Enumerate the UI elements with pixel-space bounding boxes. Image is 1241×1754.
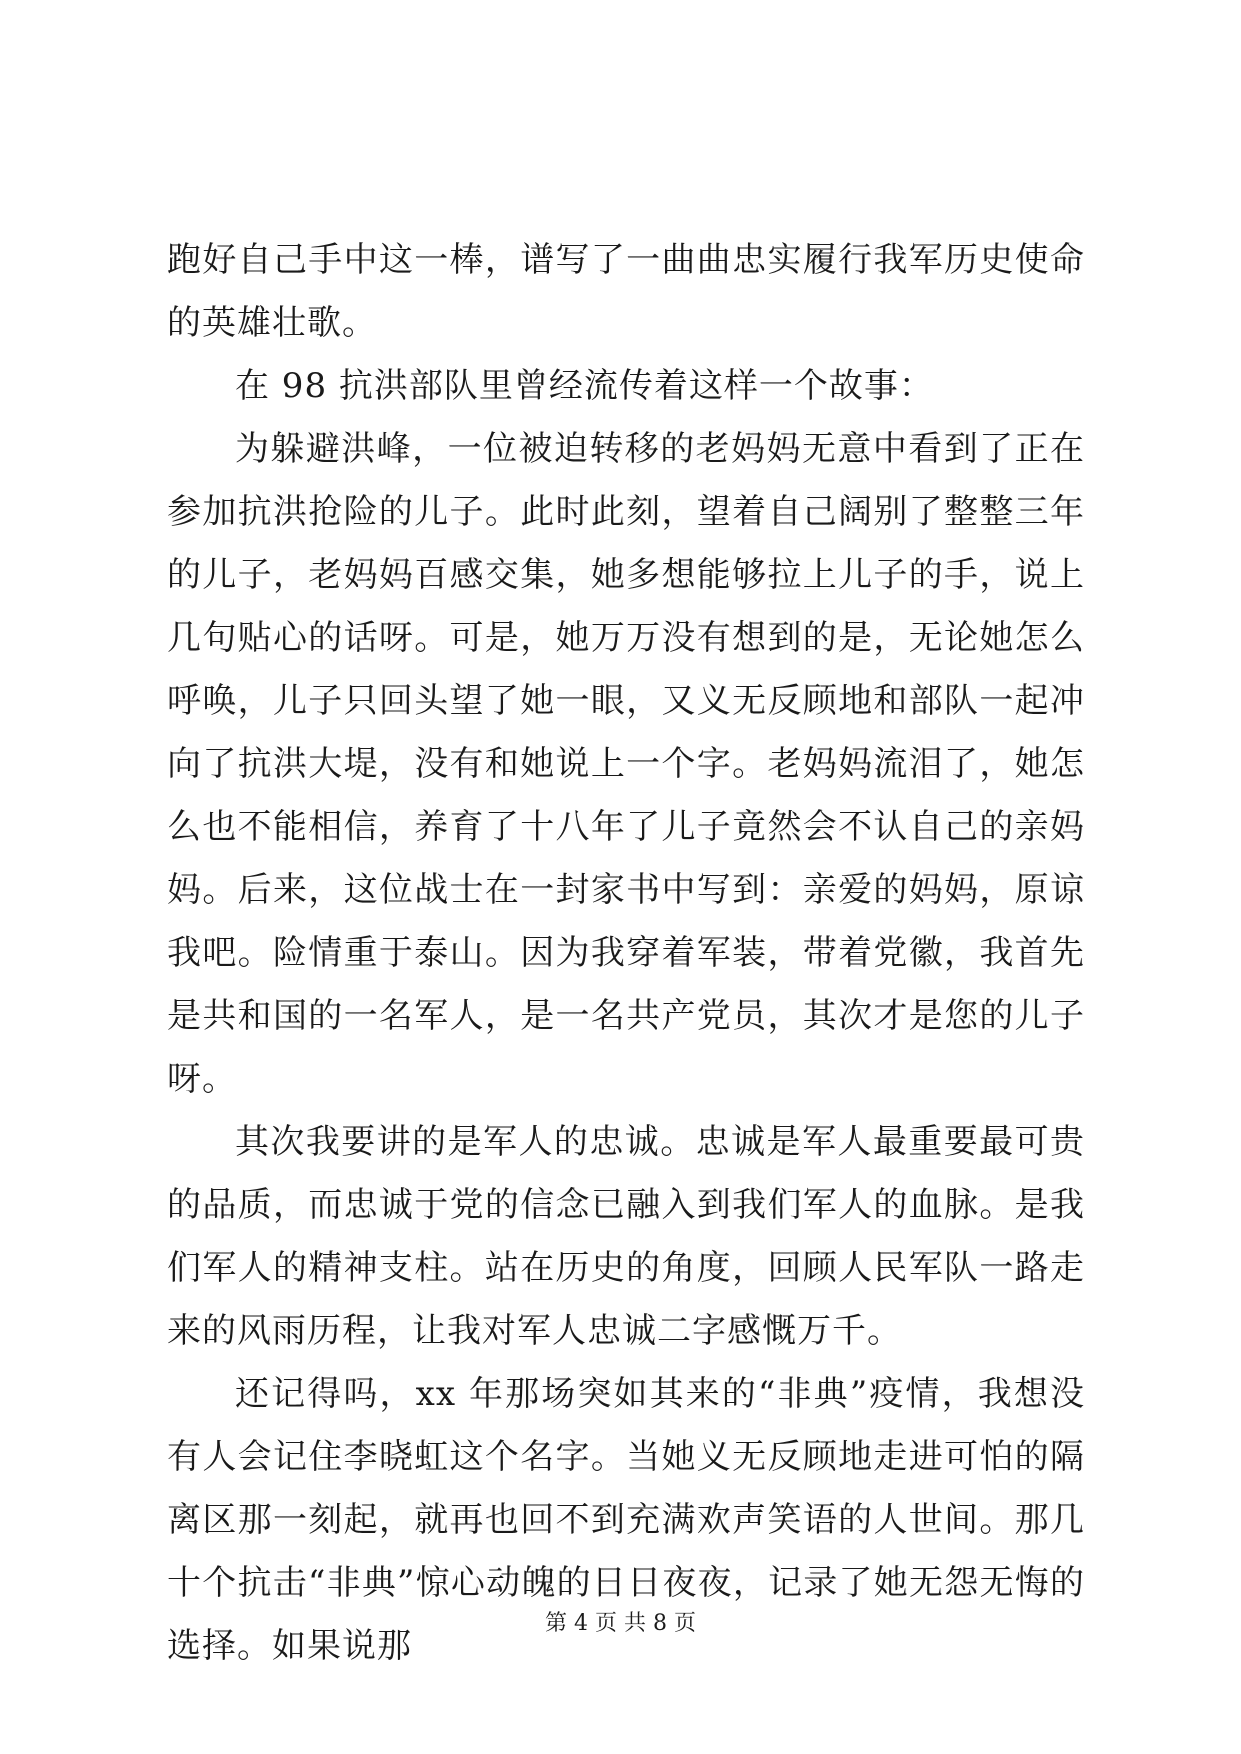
paragraph-sars: 还记得吗，xx 年那场突如其来的“非典”疫情，我想没有人会记住李晓虹这个名字。当她义无反顾地走进可怕的隔离区那一刻起，就再也回不到充满欢声笑语的人世间。那几十个抗击“非典”惊心动魄的日日夜夜，记录了她无怨无悔的选择。如果说那 <box>167 1374 1085 1666</box>
paragraph-story: 为躲避洪峰，一位被迫转移的老妈妈无意中看到了正在参加抗洪抢险的儿子。此时此刻，望着自己阔别了整整三年的儿子，老妈妈百感交集，她多想能够拉上儿子的手，说上几句贴心的话呀。可是，她万万没有想到的是，无论她怎么呼唤，儿子只回头望了她一眼，又义无反顾地和部队一起冲向了抗洪大堤，没有和她说上一个字。老妈妈流泪了，她怎么也不能相信，养育了十八年了儿子竟然会不认自己的亲妈妈。后来，这位战士在一封家书中写到：亲爱的妈妈，原谅我吧。险情重于泰山。因为我穿着军装，带着党徽，我首先是共和国的一名军人，是一名共产党员，其次才是您的儿子呀。 <box>167 429 1085 1099</box>
page-footer: 第 4 页 共 8 页 <box>545 1611 696 1636</box>
paragraph-story-intro: 在 98 抗洪部队里曾经流传着这样一个故事： <box>235 366 934 406</box>
paragraph-continuation: 跑好自己手中这一棒，谱写了一曲曲忠实履行我军历史使命的英雄壮歌。 <box>167 240 1085 343</box>
paragraph-loyalty: 其次我要讲的是军人的忠诚。忠诚是军人最重要最可贵的品质，而忠诚于党的信念已融入到我们军人的血脉。是我们军人的精神支柱。站在历史的角度，回顾人民军队一路走来的风雨历程，让我对军人忠诚二字感慨万千。 <box>167 1122 1085 1351</box>
body-text <box>167 229 1085 1678</box>
